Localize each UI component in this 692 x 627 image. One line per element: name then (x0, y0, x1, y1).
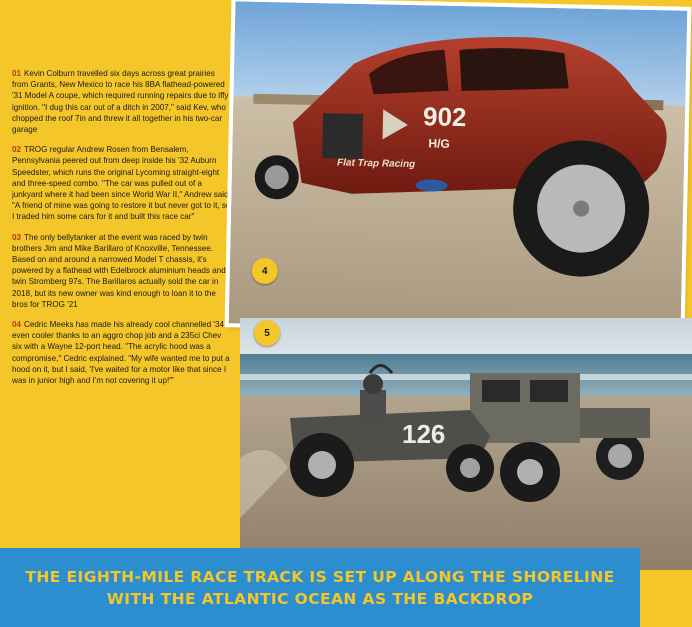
paragraph-text: TROG regular Andrew Rosen from Bensalem, Pennsylvania peered out from deep inside his '32 Auburn Speedster, which runs the original Lycoming straight-eight and three-speed combo. "The car was pulled out of a junkyard where it had been since World War II," Andrew said. "A friend of mine was going to restore it but never got to it, so I traded him some cars for it and built this race car" (12, 145, 231, 222)
article-text (12, 68, 232, 395)
red-coupe-illustration (229, 1, 688, 332)
paragraph-number: 03 (12, 232, 22, 242)
photo-number-badge: 4 (252, 258, 279, 285)
photo-beach-hotrods (240, 318, 692, 570)
page-caption (0, 566, 640, 610)
car-class: H/G (428, 136, 450, 151)
paragraph-3 (12, 232, 232, 310)
car-number: 902 (422, 101, 467, 133)
paragraph-1 (12, 68, 232, 135)
paragraph-2 (12, 144, 232, 222)
beach-hotrods-illustration (240, 318, 692, 570)
photo-red-coupe (229, 1, 688, 332)
paragraph-text: The only bellytanker at the event was raced by twin brothers Jim and Mike Barillaro of Knoxville, Tennessee. Based on and around a narrowed Model T chassis, it's powered by a flathead with Edelbrock aluminium heads and twin Stromberg 97s. The Barillaros actually sold the car in 2018, but its new owner was kind enough to loan it to the bros for TROG '21 (12, 232, 226, 309)
car-number: 126 (402, 419, 446, 449)
paragraph-number: 02 (12, 145, 22, 155)
caption-line-1: THE EIGHTH-MILE RACE TRACK IS SET UP ALONG THE SHORELINE (25, 568, 615, 586)
car-sign: Flat Trap Racing (336, 157, 416, 171)
paragraph-number: 01 (12, 69, 22, 78)
caption-line-2: WITH THE ATLANTIC OCEAN AS THE BACKDROP (106, 590, 534, 608)
photo-number-badge: 5 (254, 320, 280, 346)
paragraph-number: 04 (12, 320, 22, 330)
grunge-decoration (640, 585, 692, 627)
paragraph-text: Cedric Meeks has made his already cool channelled '34 even cooler thanks to an aggro chop job and a 235ci Chev six with a Wayne 12-port head. "The acrylic hood was a compromise," Cedric explained. "My wife wanted me to put a hood on it, but I said, 'I've waited for a motor like that since I was in junior high and I'm not covering it up!'" (12, 320, 230, 386)
paragraph-4 (12, 319, 232, 386)
paragraph-text: Kevin Colburn travelled six days across great prairies from Grants, New Mexico to race his 8BA flathead-powered '31 Model A coupe, which required running repairs due to iffy ignition. "I dug this car out of a ditch in 2007," said Kev, who chopped the roof 7in and threw it all together in his two-car garage (12, 69, 229, 135)
